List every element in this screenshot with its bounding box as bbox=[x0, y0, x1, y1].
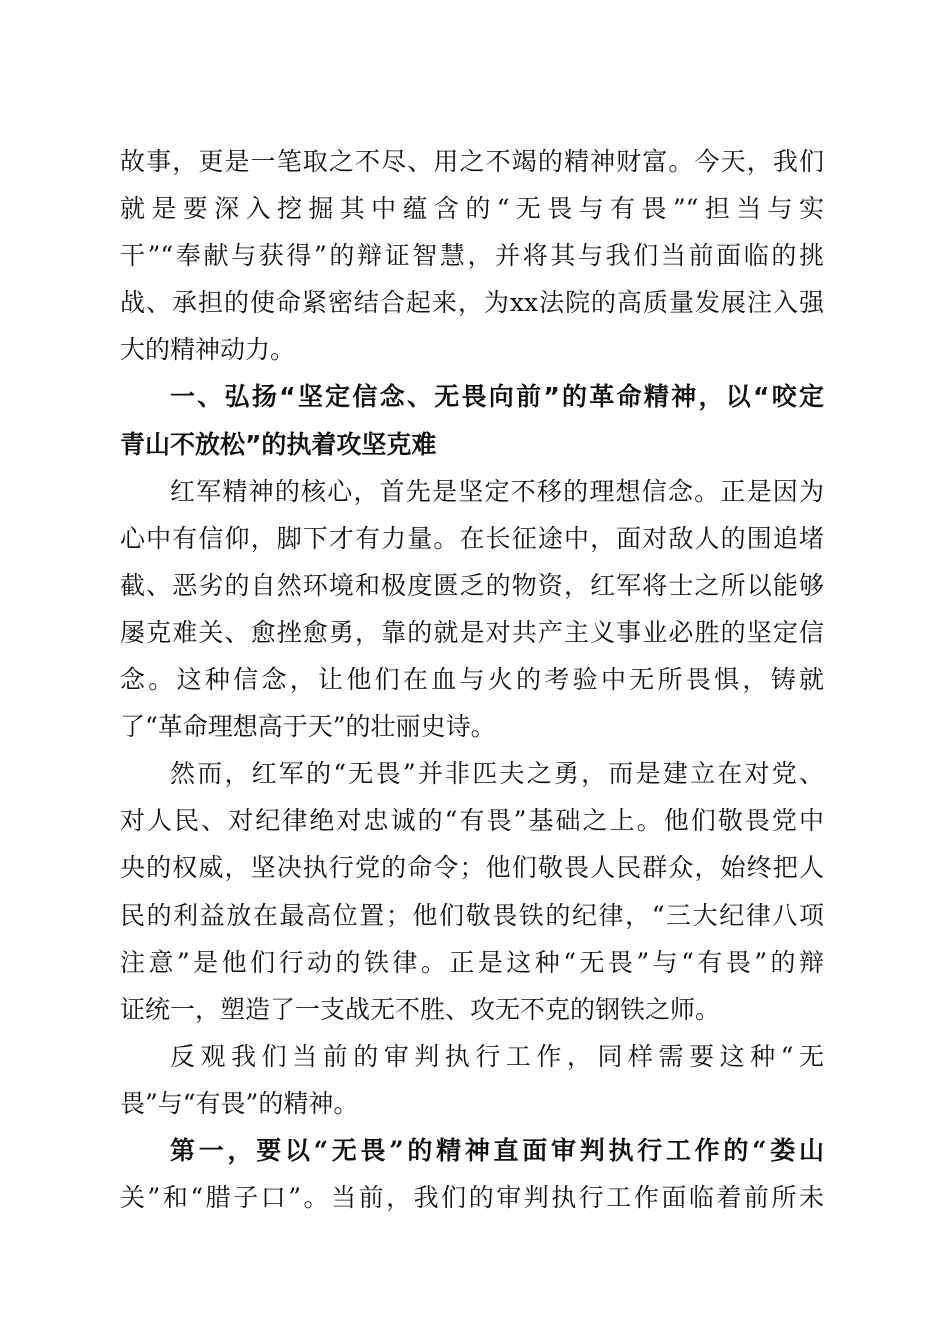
text-line: 截、恶劣的自然环境和极度匮乏的物资，红军将士之所以能够 bbox=[120, 570, 824, 600]
text-line: 对人民、对纪律绝对忠诚的“有畏”基础之上。他们敬畏党中 bbox=[120, 806, 824, 836]
text-line: 战、承担的使命紧密结合起来，为xx法院的高质量发展注入强 bbox=[120, 288, 824, 318]
text-line: 心中有信仰，脚下才有力量。在长征途中，面对敌人的围追堵 bbox=[120, 523, 824, 553]
text-line: 就是要深入挖掘其中蕴含的“无畏与有畏”“担当与实 bbox=[120, 194, 824, 224]
text-line: 故事，更是一笔取之不尽、用之不竭的精神财富。今天，我们 bbox=[120, 147, 824, 176]
text-line: 了“革命理想高于天”的壮丽史诗。 bbox=[120, 712, 496, 742]
text-line: 红军精神的核心，首先是坚定不移的理想信念。正是因为 bbox=[170, 476, 824, 506]
text-line: 然而，红军的“无畏”并非匹夫之勇，而是建立在对党、 bbox=[170, 759, 824, 789]
text-line: 第一，要以“无畏”的精神直面审判执行工作的“娄山 bbox=[170, 1135, 824, 1165]
text-line: 干”“奉献与获得”的辩证智慧，并将其与我们当前面临的挑 bbox=[120, 241, 824, 271]
text-line: 念。这种信念，让他们在血与火的考验中无所畏惧，铸就 bbox=[120, 665, 824, 695]
text-line: 关”和“腊子口”。当前，我们的审判执行工作面临着前所未 bbox=[120, 1183, 824, 1213]
section-heading-line: 一、弘扬“坚定信念、无畏向前”的革命精神，以“咬定 bbox=[170, 382, 824, 412]
text-line: 证统一，塑造了一支战无不胜、攻无不克的钢铁之师。 bbox=[120, 994, 721, 1024]
text-line: 畏”与“有畏”的精神。 bbox=[120, 1088, 359, 1118]
text-line: 反观我们当前的审判执行工作，同样需要这种“无 bbox=[170, 1041, 824, 1071]
section-heading-line: 青山不放松”的执着攻坚克难 bbox=[120, 429, 437, 459]
text-line: 央的权威，坚决执行党的命令；他们敬畏人民群众，始终把人 bbox=[120, 853, 824, 883]
text-line: 屡克难关、愈挫愈勇，靠的就是对共产主义事业必胜的坚定信 bbox=[120, 617, 824, 647]
text-line: 民的利益放在最高位置；他们敬畏铁的纪律，“三大纪律八项 bbox=[120, 900, 824, 930]
document-body bbox=[120, 138, 824, 1221]
text-line: 注意”是他们行动的铁律。正是这种“无畏”与“有畏”的辩 bbox=[120, 947, 824, 977]
text-line: 大的精神动力。 bbox=[120, 335, 296, 365]
